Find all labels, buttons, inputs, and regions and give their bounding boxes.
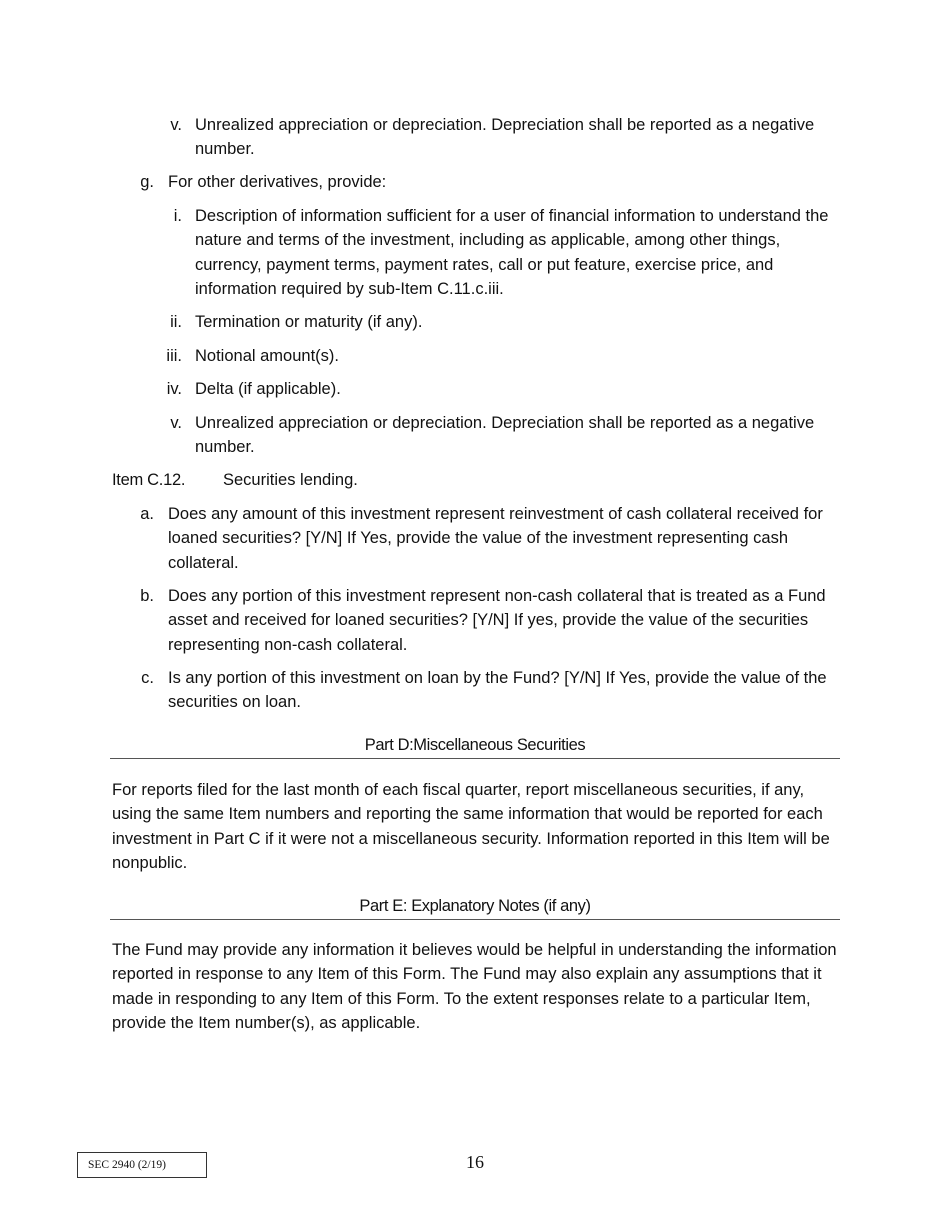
- list-marker: ii.: [170, 313, 182, 331]
- list-item-text: Notional amount(s).: [195, 347, 339, 365]
- list-item-text: Delta (if applicable).: [195, 380, 341, 398]
- list-marker: iii.: [166, 347, 182, 365]
- list-item-text: Is any portion of this investment on loan by the Fund? [Y/N] If Yes, provide the value of the securities on loan.: [168, 669, 827, 712]
- item-label: Item C.12.: [112, 471, 186, 489]
- part-e-heading: Part E: Explanatory Notes (if any): [110, 894, 840, 920]
- part-d-body: For reports filed for the last month of each fiscal quarter, report miscellaneous securities, if any, using the same Item numbers and reporting the same information that would be reported for each investment in Part C if it were not a miscellaneous security. Information reported in this Item will be nonpublic.: [112, 781, 830, 872]
- part-e-body: The Fund may provide any information it believes would be helpful in understanding the information reported in response to any Item of this Form. The Fund may also explain any assumptions that it made in responding to any Item of this Form. To the extent responses relate to a particular Item, provide the Item number(s), as applicable.: [112, 941, 837, 1032]
- part-d-heading: Part D:Miscellaneous Securities: [110, 733, 840, 759]
- list-marker: b.: [140, 587, 154, 605]
- list-item-text: Description of information sufficient for a user of financial information to understand the nature and terms of the investment, including as applicable, among other things, currency, payment terms, payment rates, call or put feature, exercise price, and information required by sub-Item C.11.c.iii.: [195, 207, 829, 298]
- item-title: Securities lending.: [223, 471, 358, 489]
- list-marker: v.: [170, 414, 182, 432]
- list-marker: i.: [173, 207, 182, 225]
- list-marker: v.: [170, 116, 182, 134]
- list-item-text: For other derivatives, provide:: [168, 173, 387, 191]
- list-marker: a.: [140, 505, 154, 523]
- list-marker: g.: [140, 173, 154, 191]
- list-item-text: Unrealized appreciation or depreciation. Depreciation shall be reported as a negative number.: [195, 116, 815, 159]
- list-item-text: Does any amount of this investment represent reinvestment of cash collateral received for loaned securities? [Y/N] If Yes, provide the value of the investment representing cash collateral.: [168, 505, 823, 572]
- list-marker: c.: [141, 669, 154, 687]
- form-id-box: SEC 2940 (2/19): [77, 1152, 207, 1178]
- page-number: 16: [466, 1152, 484, 1172]
- list-item-text: Does any portion of this investment represent non-cash collateral that is treated as a Fund asset and received for loaned securities? [Y/N] If yes, provide the value of the securities representing non-cash collateral.: [168, 587, 826, 654]
- list-item-text: Termination or maturity (if any).: [195, 313, 423, 331]
- list-item-text: Unrealized appreciation or depreciation. Depreciation shall be reported as a negative number.: [195, 414, 815, 457]
- list-marker: iv.: [166, 380, 182, 398]
